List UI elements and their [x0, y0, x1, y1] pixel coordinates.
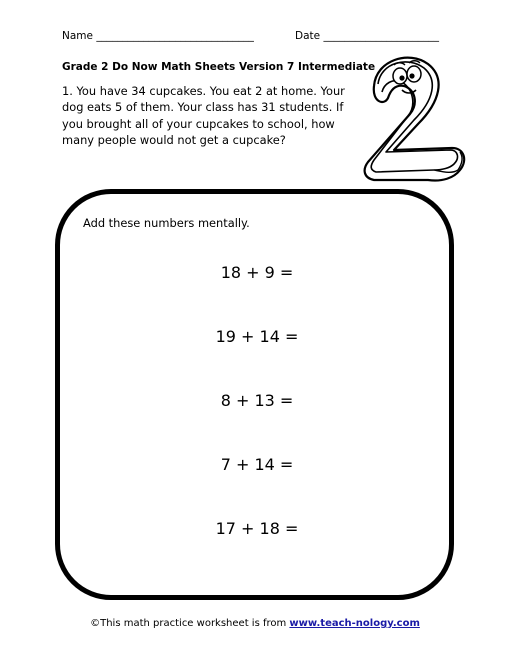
- footer-text: ©This math practice worksheet is from: [90, 618, 290, 629]
- date-label: Date: [295, 30, 321, 42]
- math-problem: 18 + 9 =: [220, 263, 294, 282]
- header-row: [62, 30, 462, 46]
- worksheet-title: Grade 2 Do Now Math Sheets Version 7 Intermediate: [62, 61, 376, 73]
- number-two-cartoon-icon: [354, 50, 474, 186]
- date-field[interactable]: [295, 30, 439, 42]
- word-problem-line: dog eats 5 of them. Your class has 31 students. If: [62, 100, 344, 115]
- word-problem: [62, 83, 372, 149]
- mental-math-instruction: Add these numbers mentally.: [83, 216, 250, 230]
- math-problem: 8 + 13 =: [220, 391, 294, 410]
- name-blank[interactable]: ______________________________: [96, 30, 254, 42]
- footer-link[interactable]: www.teach-nology.com: [289, 618, 420, 629]
- math-problem: 17 + 18 =: [215, 519, 299, 538]
- footer: [0, 618, 510, 629]
- math-problem: 7 + 14 =: [220, 455, 294, 474]
- name-field[interactable]: [62, 30, 254, 42]
- name-label: Name: [62, 30, 93, 42]
- word-problem-line: 1. You have 34 cupcakes. You eat 2 at home. Your: [62, 84, 345, 98]
- word-problem-line: you brought all of your cupcakes to school, how: [62, 116, 335, 131]
- word-problem-line: many people would not get a cupcake?: [62, 133, 286, 148]
- math-problem: 19 + 14 =: [215, 327, 299, 346]
- date-blank[interactable]: ______________________: [323, 30, 439, 42]
